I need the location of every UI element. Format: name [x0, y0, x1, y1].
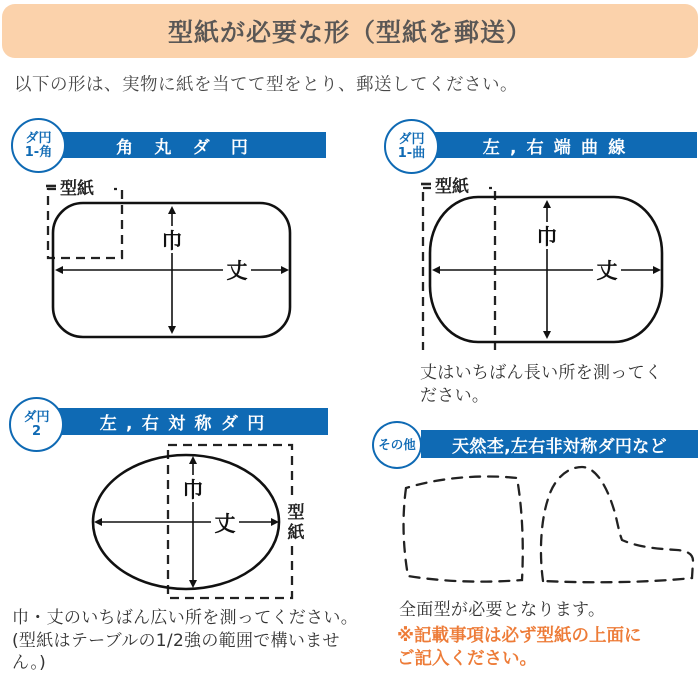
- badge-line2: 1-角: [24, 144, 53, 160]
- arrowhead-up: [168, 206, 176, 214]
- arrowhead-left: [432, 266, 440, 274]
- intro-text: 以下の形は、実物に紙を当てて型をとり、郵送してください。: [14, 75, 518, 95]
- arrowhead-up: [543, 200, 551, 208]
- section-bar-symmetric-oval-label: 左,右対称ダ円: [99, 414, 274, 434]
- badge-line2: 1-曲: [397, 145, 426, 161]
- arrowhead-down: [168, 326, 176, 334]
- length-kanji: 丈: [214, 512, 236, 536]
- width-kanji: 巾: [536, 225, 558, 249]
- pattern-dashed-box: [423, 188, 495, 350]
- badge-daen-1-kaku: [11, 118, 66, 173]
- note-curved-ends: 丈はいちばん長い所を測ってください。: [420, 363, 663, 406]
- page-header: [2, 4, 698, 58]
- length-kanji: 丈: [596, 259, 618, 283]
- width-kanji: 巾: [161, 229, 183, 253]
- diagram-irregular-shapes: [390, 462, 700, 597]
- pattern-dashed-box: [48, 189, 122, 258]
- section-bar-curved-ends-label: 左,右端曲線: [482, 137, 636, 158]
- arrowhead-down: [189, 580, 197, 588]
- arrowhead-left: [55, 266, 63, 274]
- arrowhead-up: [189, 456, 197, 464]
- section-bar-kadomaru: [38, 132, 326, 158]
- note-other: 全面型が必要となります。: [399, 600, 606, 620]
- section-bar-kadomaru-label: 角丸ダ円: [116, 137, 270, 158]
- section-bar-other-label: 天然杢,左右非対称ダ円など: [452, 436, 667, 457]
- section-bar-symmetric-oval: [36, 408, 328, 435]
- katagami-label-char1: 型: [287, 503, 305, 523]
- diagram-symmetric-oval: [60, 438, 320, 606]
- badge-line1: その他: [378, 437, 416, 453]
- length-kanji: 丈: [226, 259, 248, 283]
- badge-daen-2: [9, 397, 64, 452]
- badge-line1: ダ円: [23, 409, 50, 425]
- badge-line1: ダ円: [25, 130, 52, 146]
- badge-line1: ダ円: [398, 131, 425, 147]
- arrowhead-down: [543, 331, 551, 339]
- badge-line2: 2: [31, 423, 42, 439]
- note-line1: 巾・丈のいちばん広い所を測ってください。: [12, 608, 358, 628]
- note-line2: (型紙はテーブルの1/2強の範囲で構いません。): [12, 630, 340, 674]
- katagami-label-char2: 紙: [287, 523, 305, 543]
- section-bar-curved-ends: [411, 132, 697, 158]
- warning-text: ※記載事項は必ず型紙の上面にご記入ください。: [397, 626, 642, 670]
- irregular-shape-right: [541, 467, 693, 582]
- arrowhead-right: [281, 266, 289, 274]
- katagami-label: 型紙: [60, 179, 94, 199]
- irregular-shape-left: [404, 476, 523, 581]
- diagram-curved-ends: [410, 165, 700, 350]
- arrowhead-right: [653, 266, 661, 274]
- katagami-label: 型紙: [435, 177, 469, 197]
- badge-daen-1-kyoku: [384, 119, 439, 174]
- width-kanji: 巾: [182, 478, 204, 502]
- diagram-kadomaru: [30, 165, 350, 350]
- arrowhead-left: [94, 518, 102, 526]
- badge-sonota: [372, 421, 422, 469]
- note-symmetric-oval: [12, 607, 366, 675]
- section-bar-other: [421, 430, 698, 458]
- page-title: 型紙が必要な形（型紙を郵送）: [167, 18, 532, 47]
